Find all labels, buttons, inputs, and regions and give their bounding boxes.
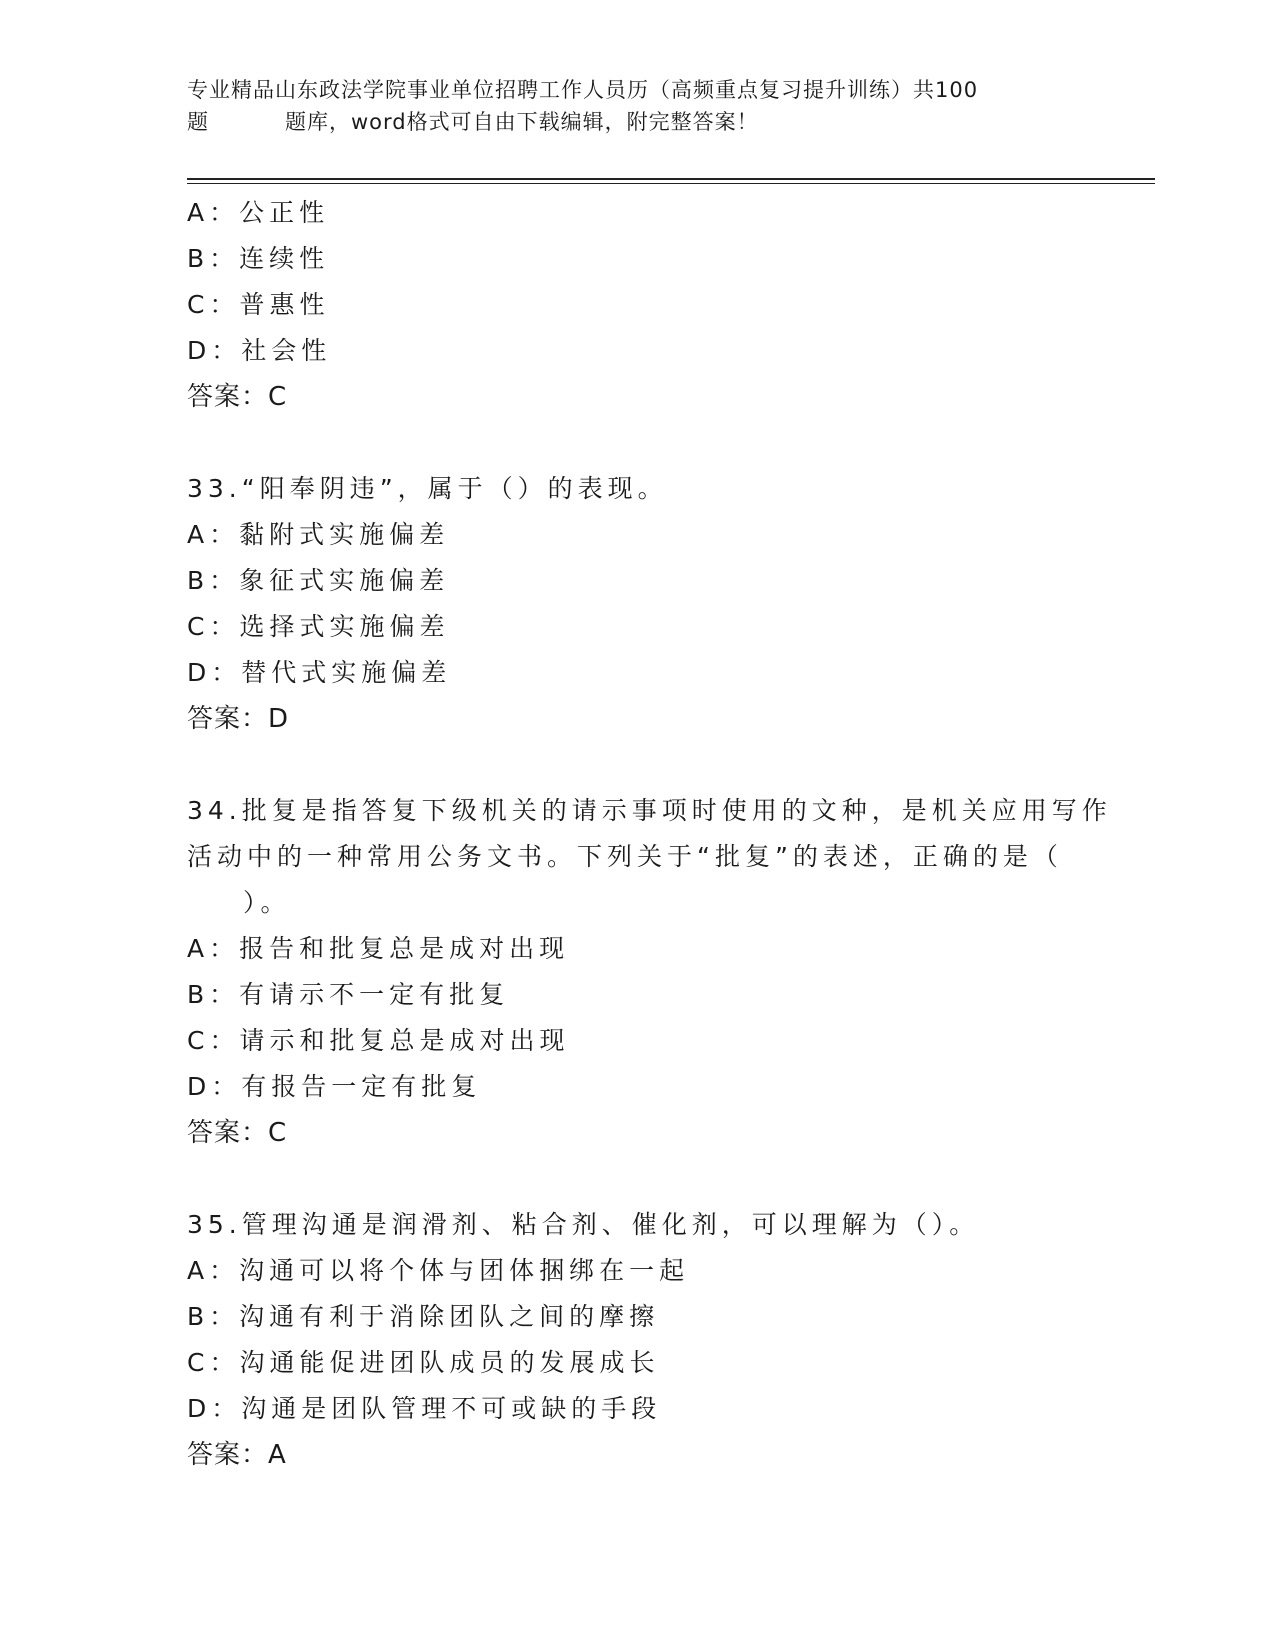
option-b: B：连续性: [187, 244, 330, 273]
option-a: A：报告和批复总是成对出现: [187, 934, 570, 963]
header-line-2-first: 题: [187, 110, 209, 134]
option-b: B：沟通有利于消除团队之间的摩擦: [187, 1302, 660, 1331]
answer: 答案：C: [187, 1118, 288, 1148]
option-a: A：公正性: [187, 198, 330, 227]
option-c: C：选择式实施偏差: [187, 612, 450, 641]
header-line-2-rest: 题库，word格式可自由下载编辑，附完整答案！: [285, 110, 759, 134]
question-33: [187, 466, 1147, 742]
option-d: D：沟通是团队管理不可或缺的手段: [187, 1394, 662, 1423]
option-b: B：有请示不一定有批复: [187, 980, 510, 1009]
option-c: C：请示和批复总是成对出现: [187, 1026, 570, 1055]
question-stem: 33.“阳奉阴违”，属于（）的表现。: [187, 474, 668, 503]
page-header: [187, 74, 1087, 138]
spacer: [187, 1156, 1147, 1202]
option-c: C：沟通能促进团队成员的发展成长: [187, 1348, 660, 1377]
header-line-2: [187, 106, 1087, 138]
question-stem: 35.管理沟通是润滑剂、粘合剂、催化剂，可以理解为（）。: [187, 1210, 980, 1239]
option-b: B：象征式实施偏差: [187, 566, 450, 595]
answer: 答案：A: [187, 1440, 287, 1470]
answer: 答案：C: [187, 382, 288, 412]
option-d: D：社会性: [187, 336, 332, 365]
option-d: D：有报告一定有批复: [187, 1072, 482, 1101]
answer: 答案：D: [187, 704, 290, 734]
header-divider-thick: [187, 178, 1155, 180]
question-stem-line-1: 34.批复是指答复下级机关的请示事项时使用的文种，是机关应用写作: [187, 796, 1112, 825]
header-line-1: 专业精品山东政法学院事业单位招聘工作人员历（高频重点复习提升训练）共100: [187, 78, 979, 102]
question-35: [187, 1202, 1147, 1478]
question-stem-line-3: ）。: [243, 888, 291, 917]
option-c: C：普惠性: [187, 290, 330, 319]
option-a: A：黏附式实施偏差: [187, 520, 450, 549]
option-a: A：沟通可以将个体与团体捆绑在一起: [187, 1256, 690, 1285]
spacer: [187, 742, 1147, 788]
header-divider-thin: [187, 183, 1155, 184]
question-32: [187, 190, 1147, 420]
question-stem-line-2: 活动中的一种常用公务文书。下列关于“批复”的表述，正确的是（: [187, 842, 1063, 871]
question-34: [187, 788, 1147, 1156]
spacer: [187, 420, 1147, 466]
question-content: [187, 190, 1147, 1478]
option-d: D：替代式实施偏差: [187, 658, 452, 687]
